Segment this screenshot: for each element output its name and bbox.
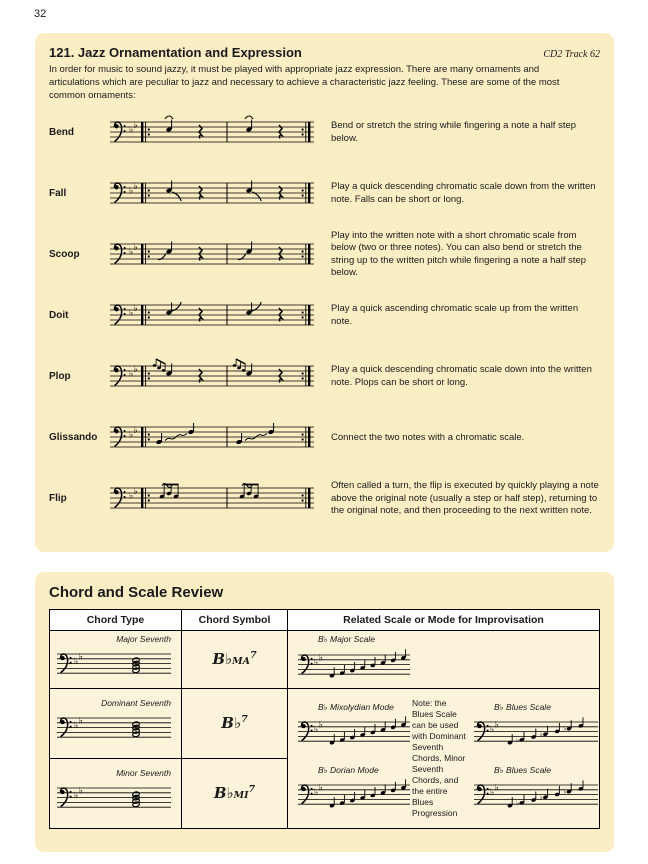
scale-label: B♭ Dorian Mode: [318, 765, 379, 776]
fall-staff-notation: [107, 169, 319, 219]
chord-root: B♭: [213, 784, 234, 802]
chord-symbol: [212, 650, 256, 668]
ornament-description: Play a quick descending chromatic scale down into the written note. Plops can be short or long.: [331, 364, 592, 388]
ornament-description: Bend or stretch the string while fingering a note a half step below.: [331, 120, 577, 144]
doit-staff-notation: [107, 291, 319, 341]
svg-text:♭: ♭: [129, 430, 134, 441]
ornament-name: Flip: [49, 493, 67, 505]
svg-text:♭: ♭: [74, 656, 79, 667]
svg-text:♭: ♭: [133, 486, 138, 497]
ornament-description: Play a quick ascending chromatic scale up from the written note.: [331, 303, 579, 327]
chord-root: B♭: [212, 650, 233, 668]
svg-text:♭: ♭: [563, 788, 567, 797]
ornament-row-glissando: [49, 407, 600, 468]
scoop-staff-notation: [107, 230, 319, 280]
ornament-description: Connect the two notes with a chromatic scale.: [331, 431, 525, 443]
minor-seventh-chord-notation: [54, 778, 177, 820]
glissando-staff-notation: [107, 413, 319, 463]
ornamentation-header: [49, 45, 600, 60]
col-header-related-scale: Related Scale or Mode for Improvisation: [288, 610, 600, 631]
ornament-name: Doit: [49, 310, 69, 322]
scale-label: B♭ Blues Scale: [494, 701, 551, 712]
svg-text:♭: ♭: [78, 716, 83, 727]
ornament-row-bend: [49, 102, 600, 163]
scale-block: [472, 702, 598, 752]
chord-symbol: [221, 714, 247, 732]
chord-scale-review-panel: [35, 572, 614, 852]
ornament-row-fall: [49, 163, 600, 224]
intro-text: In order for music to sound jazzy, it must be played with appropriate jazz expression. There are many ornaments and articulations which are peculiar to jazz and necessary to achieve a characteristic jazz feeling. These are some of the most common ornaments:: [49, 64, 560, 102]
svg-text:♭: ♭: [78, 786, 83, 797]
svg-text:♭: ♭: [318, 783, 323, 794]
ornament-name: Fall: [49, 188, 67, 200]
svg-text:♭: ♭: [314, 788, 319, 799]
chord-symbol-cell: [182, 631, 288, 689]
section-title: 121. Jazz Ornamentation and Expression: [49, 45, 302, 60]
svg-text:♭: ♭: [539, 729, 543, 738]
plop-staff-notation: [107, 352, 319, 402]
related-scale-merged-cell: [288, 689, 600, 829]
table-row-dominant-seventh: [50, 689, 600, 759]
chord-type-cell: [50, 631, 182, 689]
chord-symbol-cell: [182, 759, 288, 829]
bb-blues-scale-notation: [472, 775, 598, 815]
ornament-row-doit: [49, 285, 600, 346]
ornamentation-panel: [35, 33, 614, 552]
cd-track-label: CD2 Track 62: [543, 49, 600, 60]
svg-text:♭: ♭: [494, 783, 499, 794]
ornament-name: Plop: [49, 371, 71, 383]
major-seventh-chord-notation: [54, 644, 177, 686]
scale-block: [296, 634, 595, 684]
chord-quality: MA: [232, 656, 251, 667]
scale-block: [472, 765, 598, 815]
chord-symbol-cell: [182, 689, 288, 759]
svg-text:♭: ♭: [314, 657, 319, 668]
table-header-row: [50, 610, 600, 631]
scale-label: B♭ Blues Scale: [494, 765, 551, 776]
svg-text:♭: ♭: [318, 653, 323, 664]
svg-text:♭: ♭: [490, 788, 495, 799]
ornament-name: Glissando: [49, 432, 98, 444]
review-title: Chord and Scale Review: [49, 584, 224, 601]
svg-text:♭: ♭: [490, 724, 495, 735]
chord-scale-table: [49, 609, 600, 829]
svg-text:♭: ♭: [539, 793, 543, 802]
ornament-description: Often called a turn, the flip is executed by quickly playing a note above the original note (usually a step or half step), returning to the original note, and then proceeding to the next written note.: [331, 480, 599, 517]
bb-dorian-mode-notation: [296, 775, 410, 815]
svg-text:♭: ♭: [133, 120, 138, 131]
svg-text:♭: ♭: [129, 308, 134, 319]
svg-text:♭: ♭: [133, 364, 138, 375]
related-scale-grid: [292, 698, 595, 820]
svg-text:♭: ♭: [133, 425, 138, 436]
svg-text:♭: ♭: [314, 724, 319, 735]
svg-text:♭: ♭: [129, 186, 134, 197]
bb-mixolydian-mode-notation: [296, 712, 410, 752]
chord-symbol: [214, 784, 255, 802]
ornament-name: Scoop: [49, 249, 80, 261]
svg-text:♭: ♭: [133, 303, 138, 314]
scale-block: [296, 702, 410, 752]
blues-scale-note: Note: the Blues Scale can be used with Dominant Seventh Chords, Minor Seventh Chords, and the entire Blues Progression: [412, 697, 466, 819]
col-header-chord-type: Chord Type: [50, 610, 182, 631]
chord-extension: 7: [250, 650, 257, 661]
ornament-description: Play a quick descending chromatic scale down from the written note. Falls can be short or long.: [331, 181, 596, 205]
svg-text:♭: ♭: [133, 181, 138, 192]
table-row-major-seventh: [50, 631, 600, 689]
bb-major-scale-notation: [296, 645, 595, 685]
dominant-seventh-chord-notation: [54, 708, 177, 750]
ornament-row-plop: [49, 346, 600, 407]
chord-type-cell: [50, 689, 182, 759]
svg-text:♭: ♭: [563, 724, 567, 733]
svg-text:♭: ♭: [133, 242, 138, 253]
ornament-description: Play into the written note with a short chromatic scale from below (two or three notes). You can also bend or stretch the string up to the written pitch while fingering a note a half step below.: [331, 229, 587, 279]
chord-type-label: Minor Seventh: [116, 767, 171, 778]
svg-text:♭: ♭: [74, 790, 79, 801]
chord-quality: MI: [233, 790, 249, 801]
chord-type-label: Dominant Seventh: [101, 697, 171, 708]
svg-text:♭: ♭: [129, 247, 134, 258]
bend-staff-notation: [107, 108, 319, 158]
flip-staff-notation: [107, 474, 319, 524]
col-header-chord-symbol: Chord Symbol: [182, 610, 288, 631]
chord-extension: 7: [241, 714, 248, 725]
svg-text:♭: ♭: [129, 125, 134, 136]
ornament-row-flip: [49, 468, 600, 529]
scale-block: [296, 765, 410, 815]
svg-text:♭: ♭: [129, 491, 134, 502]
ornament-row-scoop: [49, 224, 600, 285]
chord-root: B♭: [221, 714, 242, 732]
bb-blues-scale-notation: [472, 712, 598, 752]
scale-label: B♭ Major Scale: [318, 634, 375, 645]
page-number: 32: [34, 8, 47, 20]
svg-text:♭: ♭: [74, 720, 79, 731]
chord-extension: 7: [248, 784, 256, 795]
svg-text:♭: ♭: [516, 799, 520, 808]
svg-text:♭: ♭: [129, 369, 134, 380]
scale-label: B♭ Mixolydian Mode: [318, 701, 394, 712]
chord-type-cell: [50, 759, 182, 829]
svg-text:♭: ♭: [78, 652, 83, 663]
svg-text:♭: ♭: [494, 720, 499, 731]
chord-type-label: Major Seventh: [116, 633, 171, 644]
ornament-name: Bend: [49, 127, 74, 139]
svg-text:♭: ♭: [516, 735, 520, 744]
related-scale-cell: [288, 631, 600, 689]
svg-text:♭: ♭: [318, 720, 323, 731]
